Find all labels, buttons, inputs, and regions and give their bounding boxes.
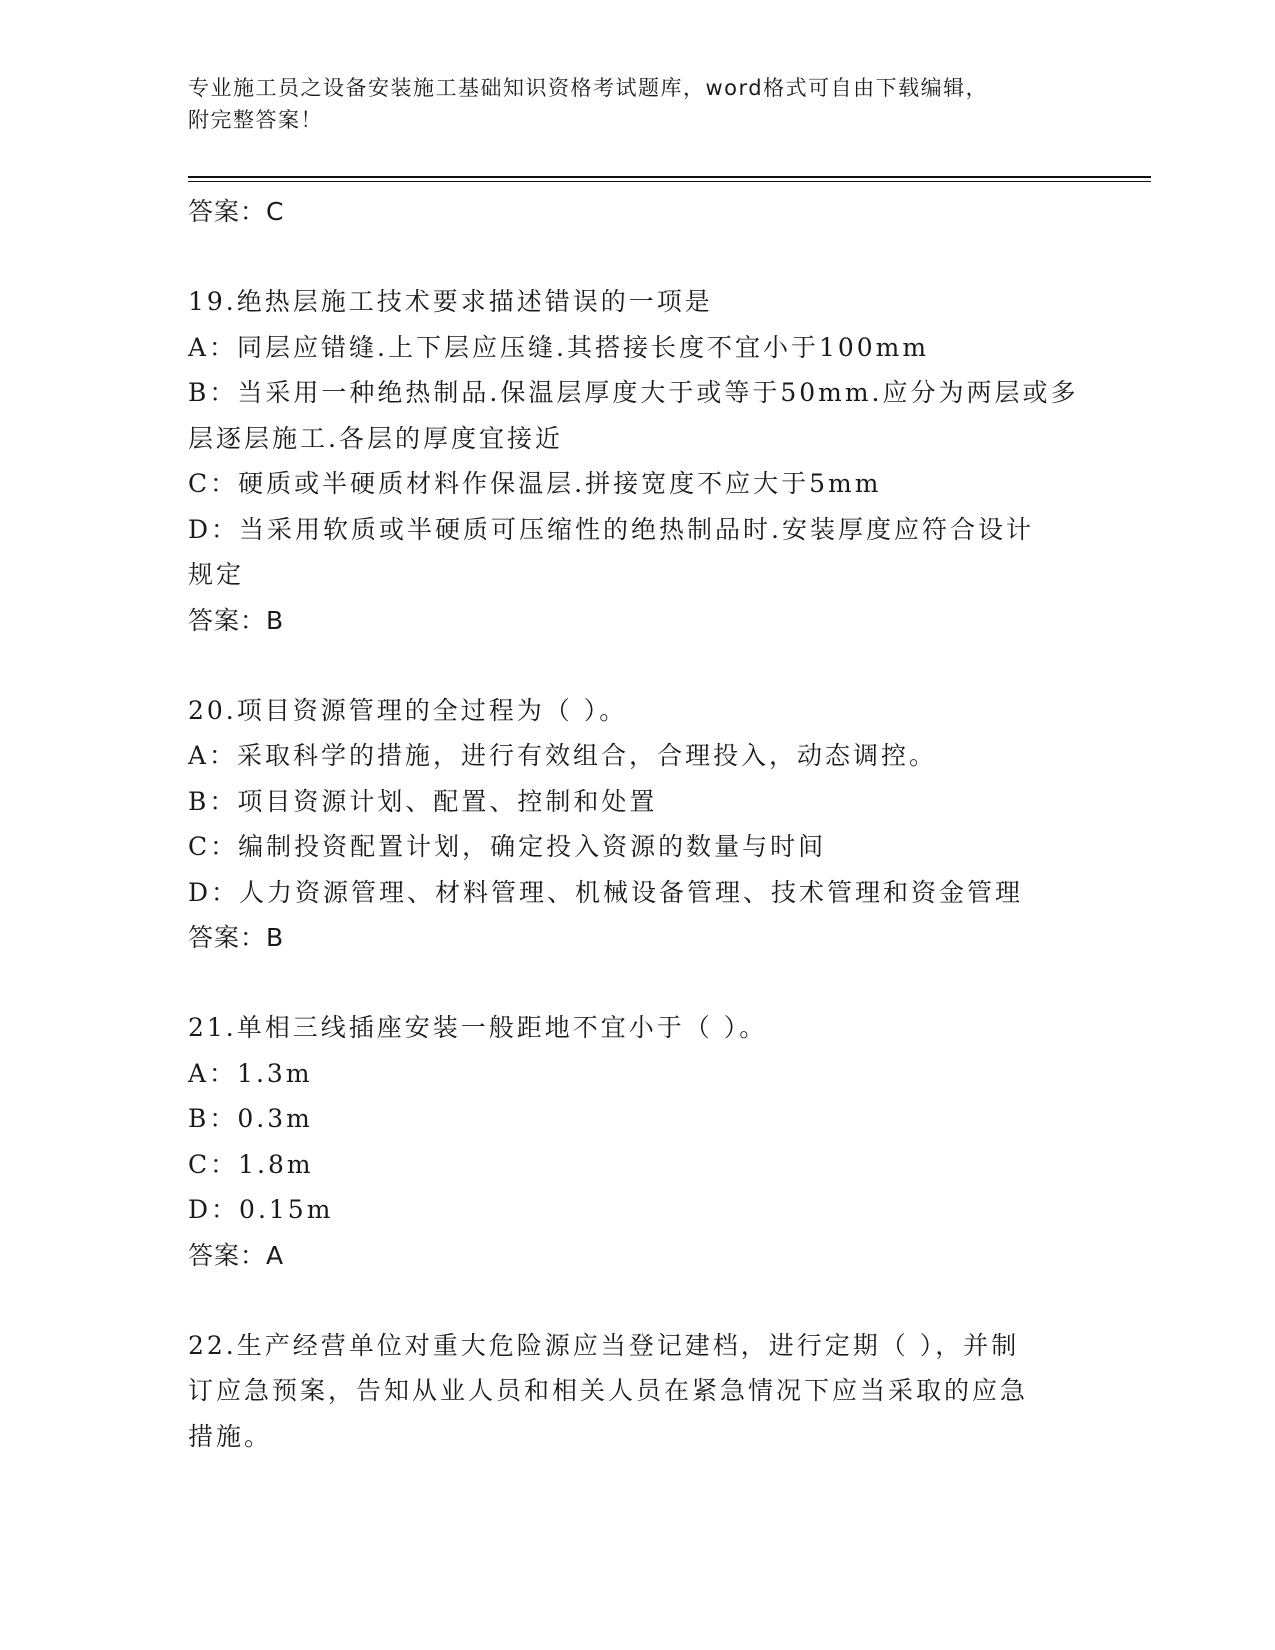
option-b-line-1: B：当采用一种绝热制品.保温层厚度大于或等于50mm.应分为两层或多 (188, 378, 1079, 407)
question-stem: 19.绝热层施工技术要求描述错误的一项是 (188, 287, 713, 316)
answer-line: 答案：B (188, 923, 285, 952)
question-19 (188, 279, 1088, 643)
answer-line: 答案：B (188, 605, 285, 635)
question-stem: 20.项目资源管理的全过程为（ ）。 (188, 695, 628, 725)
option-c: C：1.8m (188, 1149, 314, 1179)
option-b-line-2: 层逐层施工.各层的厚度宜接近 (188, 423, 563, 453)
option-d-line-1: D：当采用软质或半硬质可压缩性的绝热制品时.安装厚度应符合设计 (188, 514, 1034, 544)
option-b (188, 370, 1088, 461)
question-stem-line-3: 措施。 (188, 1421, 273, 1451)
question-20 (188, 688, 1088, 961)
answer-line: 答案：C (188, 197, 285, 226)
option-b: B：0.3m (188, 1104, 313, 1133)
header-divider-thick (188, 176, 1151, 178)
answer-line: 答案：A (188, 1240, 285, 1270)
question-22 (188, 1323, 1088, 1460)
option-d (188, 507, 1088, 598)
option-a: A：采取科学的措施，进行有效组合，合理投入，动态调控。 (188, 741, 938, 770)
header-divider-thin (188, 181, 1151, 182)
option-a: A：同层应错缝.上下层应压缝.其搭接长度不宜小于100mm (188, 332, 930, 362)
header-line-2: 附完整答案！ (188, 108, 323, 132)
option-b: B：项目资源计划、配置、控制和处置 (188, 786, 658, 816)
question-stem: 21.单相三线插座安装一般距地不宜小于（ ）。 (188, 1013, 768, 1042)
question-stem-line-2: 订应急预案，告知从业人员和相关人员在紧急情况下应当采取的应急 (188, 1376, 1029, 1405)
option-d-line-2: 规定 (188, 560, 245, 589)
option-d: D：人力资源管理、材料管理、机械设备管理、技术管理和资金管理 (188, 877, 1024, 907)
option-a: A：1.3m (188, 1058, 313, 1088)
question-list (188, 189, 1088, 1459)
question-stem-line-1: 22.生产经营单位对重大危险源应当登记建档，进行定期（ ），并制 (188, 1330, 1020, 1360)
option-d: D：0.15m (188, 1195, 334, 1224)
header-line-1: 专业施工员之设备安装施工基础知识资格考试题库，word格式可自由下载编辑， (188, 76, 989, 100)
option-c: C：硬质或半硬质材料作保温层.拼接宽度不应大于5mm (188, 469, 882, 498)
question-21 (188, 1005, 1088, 1278)
option-c: C：编制投资配置计划，确定投入资源的数量与时间 (188, 832, 827, 861)
document-header (188, 72, 1088, 136)
